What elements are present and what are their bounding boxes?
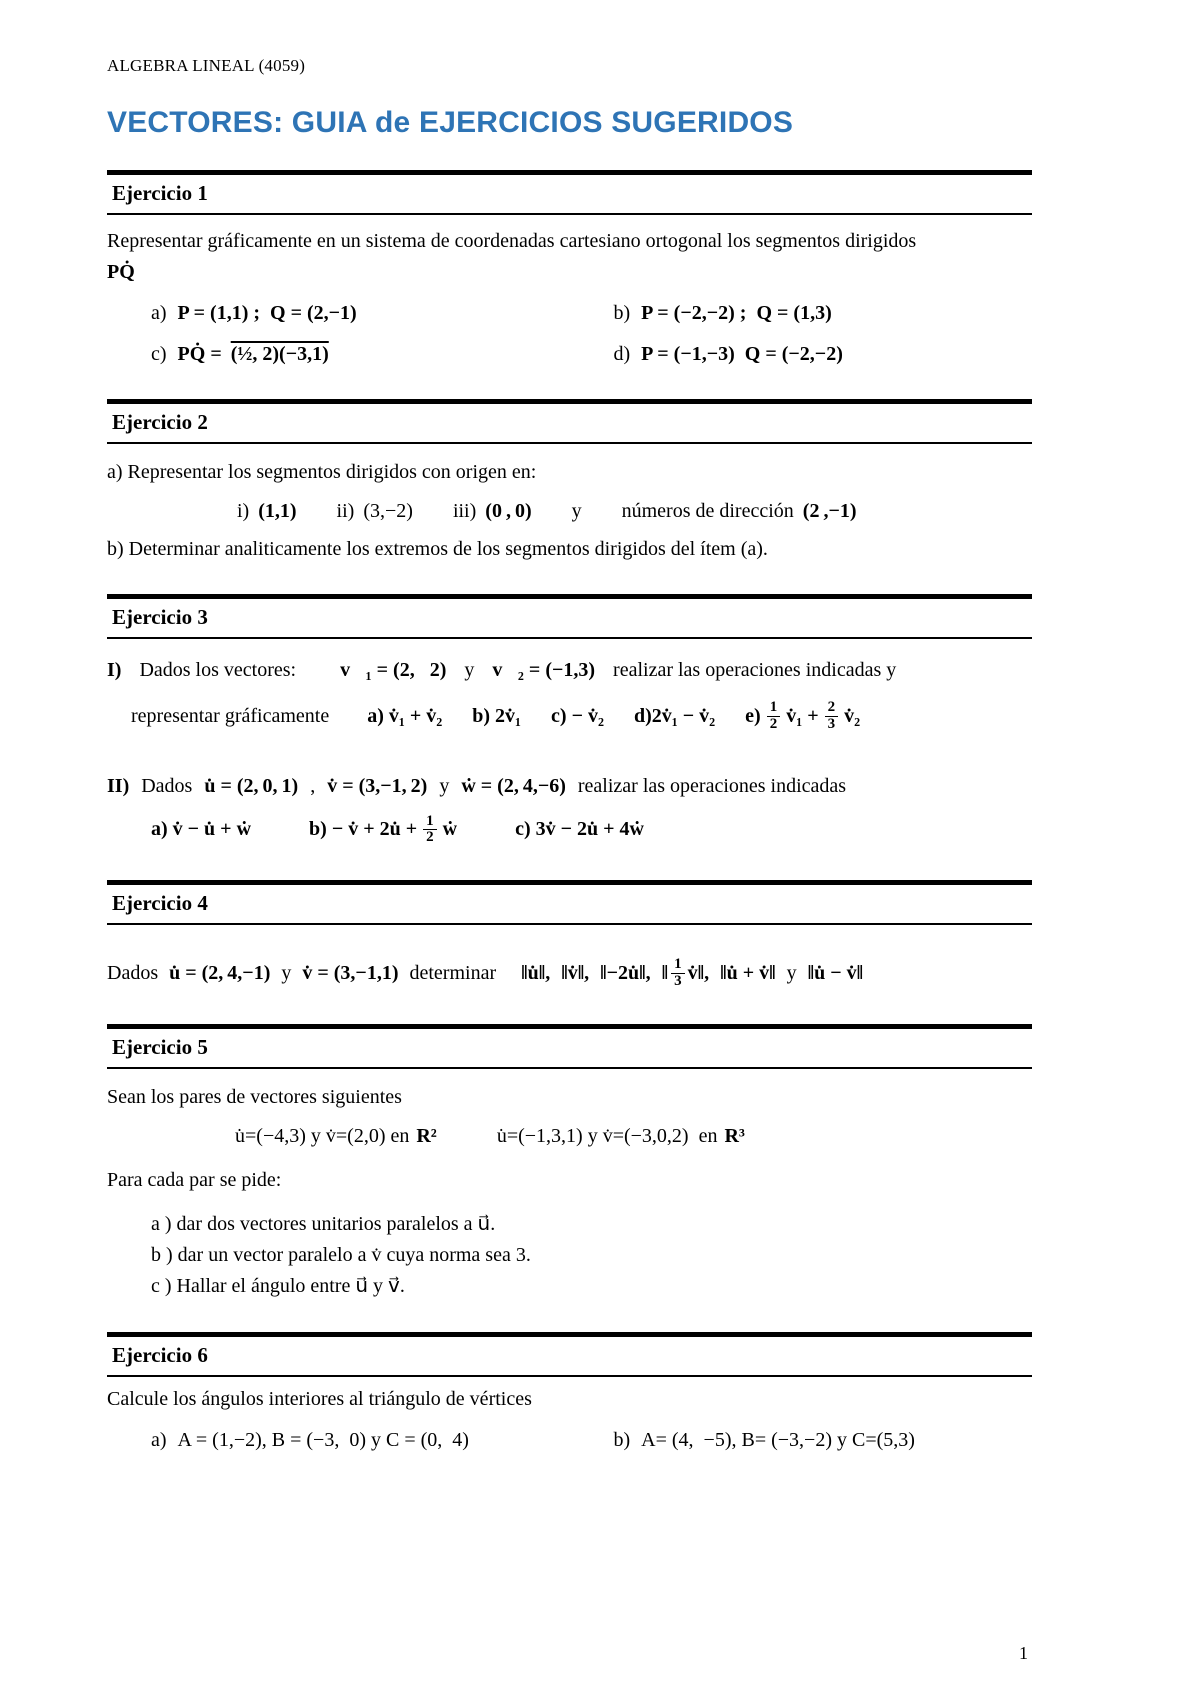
item-a-math: P = (1,1) ; Q = (2,−1) [177,302,357,324]
op-c: c) − v̇₂ [551,704,604,727]
vector-v: v̇ = (3,−1, 2) [327,774,428,797]
op-e-end: v̇₂ [844,704,861,727]
exercise-1-item-b [570,298,1033,328]
exercise-4-line [107,957,1032,990]
ex4-pre: Dados [107,961,159,984]
exercise-5-line1: Sean los pares de vectores siguientes [107,1085,402,1108]
item-a-label: a) [151,302,167,324]
op-e [745,700,860,733]
norm-u-plus-v: ‖u̇ + v̇‖ [720,961,776,984]
exercise-2-origins-row [107,500,1032,523]
item-d-math: P = (−1,−3) Q = (−2,−2) [641,343,843,365]
item-c-label: c) [151,343,167,365]
part2-y: y [439,774,450,797]
norm-close-bars: v̇‖, [687,961,710,984]
item-b-label: b) [613,1428,631,1451]
vector-pair-r2 [235,1125,437,1148]
origin-iii [453,500,532,523]
exercise-3-part2-ops [107,814,1032,847]
exercise-1-item-d [570,339,1033,369]
exercise-6-items-row [107,1425,1032,1455]
origin-i-label: i) [237,500,250,522]
item-a-math: A = (1,−2), B = (−3, 0) y C = (0, 4) [177,1428,469,1451]
norm-minus-2u: ‖−2u̇‖, [600,961,651,984]
pair2-vectors: u̇=(−1,3,1) y v̇=(−3,0,2) en [496,1124,718,1147]
item-b-math: A= (4, −5), B= (−3,−2) y C=(5,3) [641,1428,915,1451]
vector-pair-r3 [497,1125,745,1148]
norm-u: ‖u̇‖, [521,961,551,984]
item-b-math: P = (−2,−2) ; Q = (1,3) [641,302,832,324]
part2-op-a: a) v̇ − u̇ + ẇ [151,818,252,841]
exercise-6-item-b [570,1425,1033,1455]
vector-v: v̇ = (3,−1,1) [302,961,399,984]
part1-tail: realizar las operaciones indicadas y [613,659,897,681]
origin-ii [337,500,413,523]
op-e-label: e) [745,704,761,727]
exercise-1-items-row-1 [107,298,1032,328]
op-a: a) v̇₁ + v̇₂ [367,704,443,727]
exercise-5-heading: Ejercicio 5 [107,1024,1032,1069]
op-d: d)2v̇₁ − v̇₂ [633,704,716,727]
exercise-2-line-a: a) Representar los segmentos dirigidos con origen en: [107,461,537,483]
part2-separator: , [310,774,316,797]
exercise-6-item-a [107,1425,570,1455]
part2-op-b-end: ẇ [442,818,458,841]
fraction-two-thirds [825,700,839,733]
origin-ii-value: (3,−2) [363,500,413,522]
pair2-space: R³ [724,1124,745,1147]
exercise-2-heading: Ejercicio 2 [107,399,1032,444]
norm-u-minus-v: ‖u̇ − v̇‖ [807,961,864,984]
exercise-6-section [107,1332,1032,1455]
exercise-4-section [107,880,1032,990]
item-c-math: (½, 2)(−3,1) [230,343,329,365]
norm-open-bars: ‖ [661,961,669,984]
exercise-1-heading: Ejercicio 1 [107,170,1032,215]
course-header: ALGEBRA LINEAL (4059) [107,56,306,75]
op-b: b) 2v̇₁ [472,704,522,727]
part2-pre: Dados [141,774,193,797]
origin-i-value: (1,1) [258,500,297,522]
segment-symbol: PQ̇ [107,261,135,283]
exercise-6-heading: Ejercicio 6 [107,1332,1032,1377]
exercise-5-line2: Para cada par se pide: [107,1168,282,1191]
direction-value: (2 ,−1) [802,500,857,522]
exercise-2-line-b: b) Determinar analiticamente los extremos de los segmentos dirigidos del ítem (a). [107,538,768,560]
page-number: 1 [1019,1643,1028,1663]
item-a-label: a) [151,1428,167,1451]
fraction-one-half [767,700,781,733]
vector-v2: v⃗₂ = (−1,3) [492,659,596,681]
exercise-6-line1: Calcule los ángulos interiores al triángulo de vértices [107,1387,532,1410]
exercise-5-section [107,1024,1032,1302]
exercise-1-item-c [107,339,570,369]
vector-u: u̇ = (2, 4,−1) [169,961,271,984]
pair1-vectors: u̇=(−4,3) y v̇=(2,0) en [235,1124,410,1147]
exercise-3-part1-ops [107,700,1032,733]
conjunction-y: y [571,500,582,522]
part1-line2: representar gráficamente [131,704,330,727]
part2-tail: realizar las operaciones indicadas [577,774,847,797]
exercise-3-part2-line [107,775,1032,798]
part1-y: y [464,659,475,681]
fraction-denominator: 2 [423,829,437,846]
part2-label: II) [107,774,130,797]
part2-op-b-pre: b) − v̇ + 2u̇ + [309,818,418,841]
fraction-one-third [671,957,685,990]
exercise-3-heading: Ejercicio 3 [107,594,1032,639]
exercise-3-section [107,594,1032,846]
fraction-one-half [423,814,437,847]
vector-w: ẇ = (2, 4,−6) [461,774,566,797]
exercise-1-item-a [107,298,570,328]
fraction-numerator: 1 [769,699,778,715]
vector-v1: v⃗₁ = (2, 2) [340,659,447,681]
exercise-1-section [107,170,1032,369]
exercise-5-item-a: a ) dar dos vectores unitarios paralelos a u⃗. [151,1212,496,1235]
fraction-denominator: 3 [671,973,685,990]
fraction-numerator: 2 [827,699,836,715]
fraction-denominator: 2 [767,716,781,733]
exercise-5-list [107,1209,1032,1302]
part1-label: I) [107,659,122,681]
ex4-determine: determinar [409,961,497,984]
item-c-prefix: PQ̇ = [177,343,222,365]
exercise-5-item-c: c ) Hallar el ángulo entre u⃗ y v⃗. [151,1274,405,1297]
part2-op-b [309,814,457,847]
item-b-label: b) [613,302,631,324]
origin-iii-value: (0 , 0) [485,500,532,522]
direction-numbers [622,500,857,523]
direction-text: números de dirección [621,500,794,522]
item-d-label: d) [613,343,631,365]
part1-text: Dados los vectores: [139,659,297,681]
origin-i [237,500,297,523]
origin-ii-label: ii) [336,500,355,522]
exercise-4-heading: Ejercicio 4 [107,880,1032,925]
ex4-y2: y [786,961,797,984]
exercise-5-pairs [107,1125,1032,1148]
document-content [107,0,1032,1455]
norm-one-third-v [662,957,709,990]
origin-iii-label: iii) [452,500,477,522]
op-e-mid: v̇₁ + [786,704,819,727]
norm-v: ‖v̇‖, [561,961,590,984]
page-title: VECTORES: GUIA de EJERCICIOS SUGERIDOS [107,106,794,139]
exercise-2-section [107,399,1032,564]
fraction-numerator: 1 [674,956,682,972]
exercise-1-items-row-2 [107,339,1032,369]
fraction-denominator: 3 [825,716,839,733]
fraction-numerator: 1 [426,812,434,829]
exercise-5-item-b: b ) dar un vector paralelo a v̇ cuya norma sea 3. [151,1243,531,1266]
exercise-1-intro: Representar gráficamente en un sistema de coordenadas cartesiano ortogonal los segmentos dirigidos [107,230,917,252]
exercise-3-part1-line [107,659,1032,682]
part2-op-c: c) 3v̇ − 2u̇ + 4ẇ [515,818,644,841]
vector-u: u̇ = (2, 0, 1) [204,774,299,797]
pair1-space: R² [416,1124,437,1147]
ex4-y1: y [281,961,292,984]
